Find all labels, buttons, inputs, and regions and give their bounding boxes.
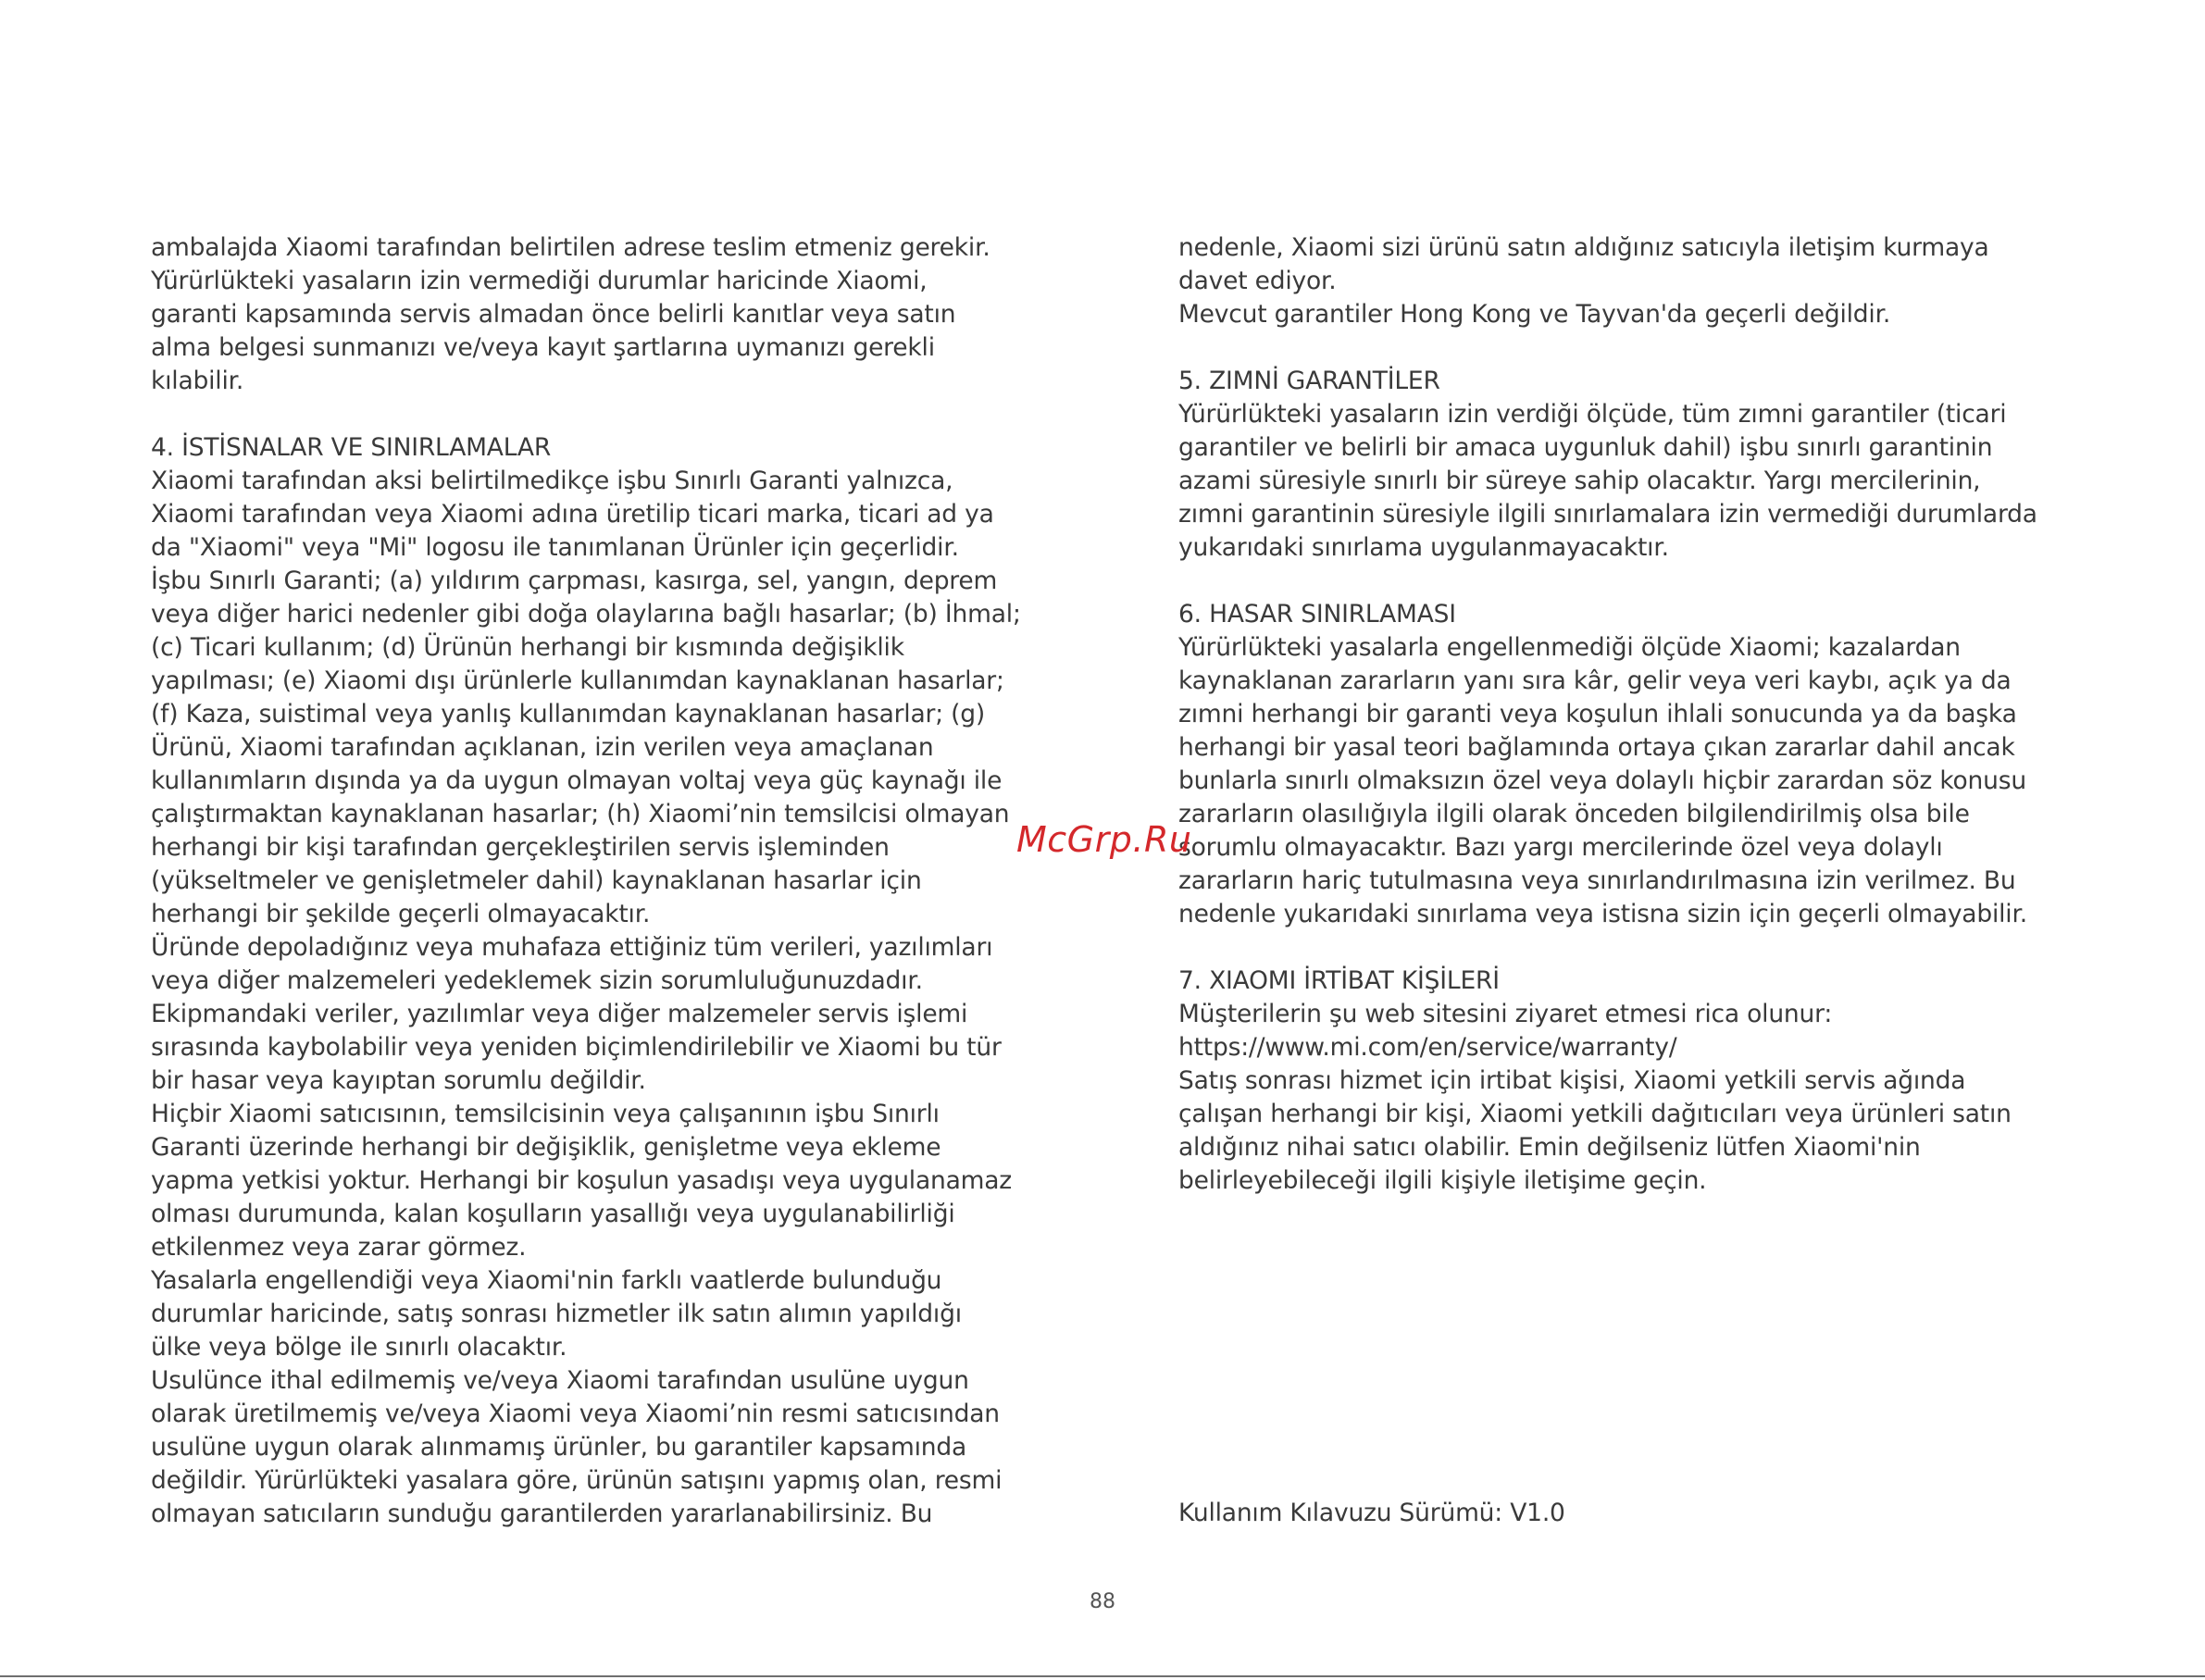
text-line: olması durumunda, kalan koşulların yasallığı veya uygulanabilirliği: [151, 1200, 955, 1228]
section-5: [1178, 365, 2067, 565]
text-line: yukarıdaki sınırlama uygulanmayacaktır.: [1178, 533, 1669, 562]
text-line: Ekipmandaki veriler, yazılımlar veya diğer malzemeler servis işlemi: [151, 1000, 968, 1028]
text-line: yapma yetkisi yoktur. Herhangi bir koşulun yasadışı veya uygulanamaz: [151, 1166, 1012, 1195]
text-line: Yürürlükteki yasaların izin vermediği durumlar haricinde Xiaomi,: [151, 267, 928, 295]
section-heading: 7. XIAOMI İRTİBAT KİŞİLERİ: [1178, 966, 1500, 995]
text-line: nedenle, Xiaomi sizi ürünü satın aldığınız satıcıyla iletişim kurmaya: [1178, 233, 1989, 262]
text-line: Xiaomi tarafından veya Xiaomi adına üretilip ticari marka, ticari ad ya: [151, 500, 994, 529]
text-line: bir hasar veya kayıptan sorumlu değildir.: [151, 1066, 646, 1095]
text-line: alma belgesi sunmanızı ve/veya kayıt şartlarına uymanızı gerekli: [151, 333, 935, 362]
paragraph-gap: [1178, 931, 2067, 964]
text-line: sırasında kaybolabilir veya yeniden biçimlendirilebilir ve Xiaomi bu tür: [151, 1033, 1002, 1062]
section-4: [151, 431, 1040, 1531]
text-line: etkilenmez veya zarar görmez.: [151, 1233, 527, 1262]
text-line: garanti kapsamında servis almadan önce belirli kanıtlar veya satın: [151, 300, 956, 329]
text-line: kaynaklanan zararların yanı sıra kâr, gelir veya veri kaybı, açık ya da: [1178, 666, 2012, 695]
text-line: Usulünce ithal edilmemiş ve/veya Xiaomi tarafından usulüne uygun: [151, 1366, 969, 1395]
paragraph-gap: [1178, 565, 2067, 598]
section-7: [1178, 964, 2067, 1198]
text-line: (yükseltmeler ve genişletmeler dahil) kaynaklanan hasarlar için: [151, 866, 922, 895]
text-line: Müşterilerin şu web sitesini ziyaret etmesi rica olunur:: [1178, 1000, 1833, 1028]
text-line: Ürünü, Xiaomi tarafından açıklanan, izin verilen veya amaçlanan: [151, 733, 934, 762]
text-line: davet ediyor.: [1178, 267, 1337, 295]
text-line: Garanti üzerinde herhangi bir değişiklik, genişletme veya ekleme: [151, 1133, 941, 1162]
text-line: yapılması; (e) Xiaomi dışı ürünlerle kullanımdan kaynaklanan hasarlar;: [151, 666, 1004, 695]
text-line: herhangi bir kişi tarafından gerçekleştirilen servis işleminden: [151, 833, 890, 862]
text-line: (c) Ticari kullanım; (d) Ürünün herhangi bir kısmında değişiklik: [151, 633, 904, 662]
text-line: azami süresiyle sınırlı bir süreye sahip olacaktır. Yargı mercilerinin,: [1178, 467, 1981, 495]
text-line: Yürürlükteki yasalarla engellenmediği ölçüde Xiaomi; kazalardan: [1178, 633, 1961, 662]
text-line: çalıştırmaktan kaynaklanan hasarlar; (h) Xiaomi’nin temsilcisi olmayan: [151, 800, 1010, 828]
text-line: durumlar haricinde, satış sonrası hizmetler ilk satın alımın yapıldığı: [151, 1300, 962, 1328]
text-line: Yasalarla engellendiği veya Xiaomi'nin farklı vaatlerde bulunduğu: [151, 1266, 942, 1295]
text-line: zımni garantinin süresiyle ilgili sınırlamalara izin vermediği durumlarda: [1178, 500, 2037, 529]
text-line: kılabilir.: [151, 367, 244, 395]
paragraph-gap: [151, 398, 1040, 431]
text-line: nedenle yukarıdaki sınırlama veya istisna sizin için geçerli olmayabilir.: [1178, 900, 2027, 928]
text-line: garantiler ve belirli bir amaca uygunluk dahil) işbu sınırlı garantinin: [1178, 433, 1993, 462]
text-line: Hiçbir Xiaomi satıcısının, temsilcisinin veya çalışanının işbu Sınırlı: [151, 1100, 940, 1128]
text-line: veya diğer malzemeleri yedeklemek sizin sorumluluğunuzdadır.: [151, 966, 923, 995]
text-line: olarak üretilmemiş ve/veya Xiaomi veya Xiaomi’nin resmi satıcısından: [151, 1400, 1000, 1428]
text-line: aldığınız nihai satıcı olabilir. Emin değilseniz lütfen Xiaomi'nin: [1178, 1133, 1921, 1162]
text-line: sorumlu olmayacaktır. Bazı yargı mercilerinde özel veya dolaylı: [1178, 833, 1943, 862]
intro-paragraph-left: [151, 231, 1040, 398]
text-line: zımni herhangi bir garanti veya koşulun ihlali sonucunda ya da başka: [1178, 700, 2017, 728]
text-line: bunlarla sınırlı olmaksızın özel veya dolaylı hiçbir zarardan söz konusu: [1178, 766, 2026, 795]
text-line: Mevcut garantiler Hong Kong ve Tayvan'da geçerli değildir.: [1178, 300, 1891, 329]
text-line: usulüne uygun olarak alınmamış ürünler, bu garantiler kapsamında: [151, 1433, 967, 1462]
bottom-rule: [0, 1675, 2205, 1677]
text-line: kullanımların dışında ya da uygun olmayan voltaj veya güç kaynağı ile: [151, 766, 1003, 795]
text-line: (f) Kaza, suistimal veya yanlış kullanımdan kaynaklanan hasarlar; (g): [151, 700, 986, 728]
section-heading: 6. HASAR SINIRLAMASI: [1178, 600, 1456, 628]
text-line: da "Xiaomi" veya "Mi" logosu ile tanımlanan Ürünler için geçerlidir.: [151, 533, 959, 562]
text-line: olmayan satıcıların sunduğu garantilerden yararlanabilirsiniz. Bu: [151, 1500, 933, 1528]
text-line: ülke veya bölge ile sınırlı olacaktır.: [151, 1333, 567, 1362]
text-line: İşbu Sınırlı Garanti; (a) yıldırım çarpması, kasırga, sel, yangın, deprem: [151, 566, 998, 595]
text-line: ambalajda Xiaomi tarafından belirtilen adrese teslim etmeniz gerekir.: [151, 233, 990, 262]
text-line: veya diğer harici nedenler gibi doğa olaylarına bağlı hasarlar; (b) İhmal;: [151, 600, 1021, 628]
right-column: [1178, 231, 2067, 1198]
section-6: [1178, 598, 2067, 931]
text-line: Xiaomi tarafından aksi belirtilmedikçe işbu Sınırlı Garanti yalnızca,: [151, 467, 953, 495]
text-line: Yürürlükteki yasaların izin verdiği ölçüde, tüm zımni garantiler (ticari: [1178, 400, 2007, 429]
text-line: herhangi bir yasal teori bağlamında ortaya çıkan zararlar dahil ancak: [1178, 733, 2015, 762]
paragraph-gap: [1178, 331, 2067, 365]
text-line: Satış sonrası hizmet için irtibat kişisi, Xiaomi yetkili servis ağında: [1178, 1066, 1966, 1095]
section-heading: 5. ZIMNİ GARANTİLER: [1178, 367, 1440, 395]
text-line: Üründe depoladığınız veya muhafaza ettiğiniz tüm verileri, yazılımları: [151, 933, 993, 962]
manual-version: Kullanım Kılavuzu Sürümü: V1.0: [1178, 1499, 1565, 1527]
text-line: değildir. Yürürlükteki yasalara göre, ürünün satışını yapmış olan, resmi: [151, 1466, 1003, 1495]
section-heading: 4. İSTİSNALAR VE SINIRLAMALAR: [151, 433, 552, 462]
text-line: zararların olasılığıyla ilgili olarak önceden bilgilendirilmiş olsa bile: [1178, 800, 1970, 828]
page-number: 88: [1090, 1590, 1115, 1613]
text-line: zararların hariç tutulmasına veya sınırlandırılmasına izin verilmez. Bu: [1178, 866, 2016, 895]
watermark: McGrp.Ru: [1016, 819, 1192, 860]
left-column: [151, 231, 1040, 1531]
warranty-url: https://www.mi.com/en/service/warranty/: [1178, 1033, 1677, 1062]
text-line: çalışan herhangi bir kişi, Xiaomi yetkili dağıtıcıları veya ürünleri satın: [1178, 1100, 2012, 1128]
text-line: belirleyebileceği ilgili kişiyle iletişime geçin.: [1178, 1166, 1707, 1195]
intro-paragraph-right: [1178, 231, 2067, 331]
text-line: herhangi bir şekilde geçerli olmayacaktır.: [151, 900, 651, 928]
